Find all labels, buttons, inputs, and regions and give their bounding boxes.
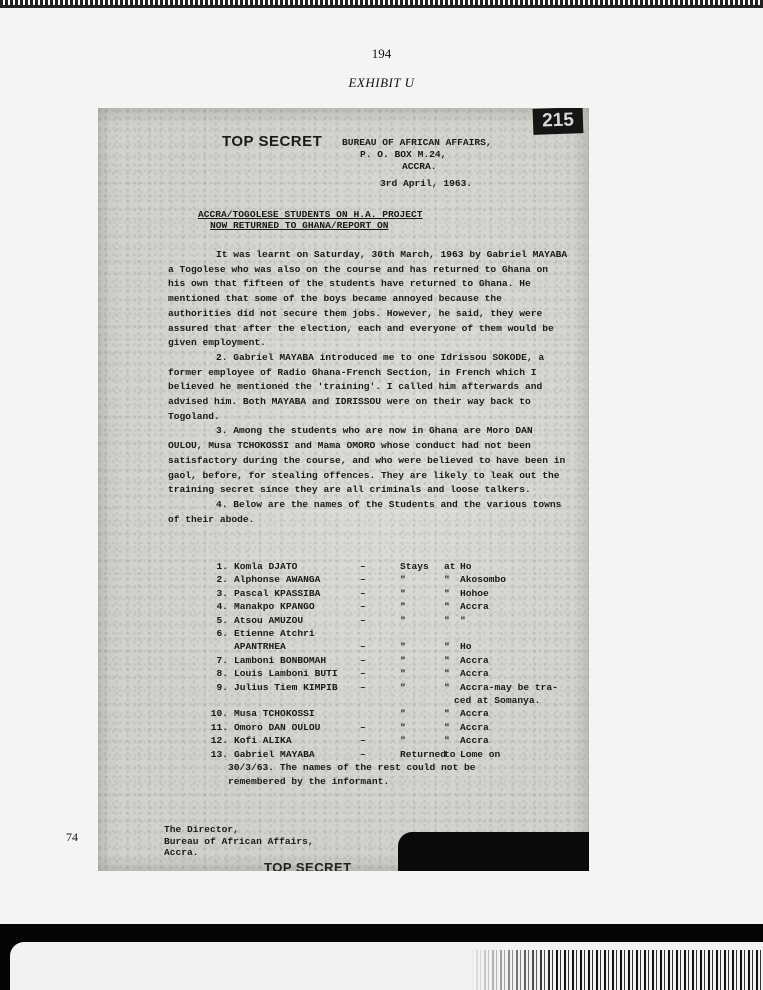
- student-row: [198, 734, 568, 747]
- student-d2: ": [400, 641, 406, 653]
- student-num: 7.: [216, 654, 228, 666]
- student-place: [460, 627, 568, 640]
- paragraph-3: 3. Among the students who are now in Ghana are Moro DAN OULOU, Musa TCHOKOSSI and Mama OMORO whose conduct had not been satisfactory during the course, and who were believed to have been in gaol, before, for stealing offences. They are likely to leak out the training secret since they are all criminals and loose talkers.: [168, 425, 566, 496]
- student-d3: ": [444, 654, 450, 666]
- student-row: [198, 707, 568, 720]
- student-row: [198, 654, 568, 667]
- student-num: 3.: [216, 587, 228, 599]
- student-row: [198, 573, 568, 586]
- student-d1: –: [360, 614, 366, 626]
- spacer: [198, 694, 454, 707]
- scanned-document: [98, 108, 589, 871]
- student-place: ": [460, 614, 466, 626]
- student-name: Atsou AMUZOU: [234, 614, 304, 626]
- student-place: Accra: [460, 735, 489, 747]
- student-num: [198, 640, 234, 653]
- student-d2: [400, 627, 444, 640]
- side-page-number: 74: [66, 830, 78, 844]
- page-number: 194: [371, 46, 392, 61]
- student-place: Accra: [460, 654, 489, 666]
- student-d3: at: [444, 561, 456, 572]
- student-d1: –: [360, 748, 366, 760]
- exhibit-label: EXHIBIT U: [348, 75, 415, 90]
- student-name: Lamboni BONBOMAH: [234, 654, 327, 666]
- letterhead-address: [342, 137, 492, 173]
- student-place: Accra: [460, 668, 489, 680]
- student-place: Ho: [460, 561, 472, 572]
- student-row: [198, 640, 568, 653]
- student-place: Hohoe: [460, 587, 489, 599]
- student-name: Pascal KPASSIBA: [234, 587, 321, 599]
- student-num: 4.: [216, 601, 228, 613]
- student-name: Etienne Atchri: [234, 628, 315, 640]
- redaction-block: [398, 832, 589, 871]
- letter-closing: [164, 824, 314, 859]
- student-num: 8.: [216, 668, 228, 680]
- student-d3: ": [444, 641, 450, 653]
- student-name: Komla DJATO: [234, 561, 298, 572]
- student-place-continued: ced at Somanya.: [454, 695, 541, 707]
- paragraph-1: It was learnt on Saturday, 30th March, 1963 by Gabriel MAYABA a Togolese who was also on the course and has returned to Ghana on his own that fifteen of the students have returned to Ghana. He mentioned that some of the boys became annoyed because the authorities did not secure them jobs. However, he said, they were assured that after the election, each and everyone of them would be given employment.: [168, 249, 568, 349]
- final-note-line: remembered by the informant.: [228, 775, 390, 787]
- final-note-line: 30/3/63. The names of the rest could not be: [228, 762, 476, 774]
- subject-line: ACCRA/TOGOLESE STUDENTS ON H.A. PROJECT: [198, 209, 423, 220]
- student-name: Omoro DAN OULOU: [234, 721, 321, 733]
- classification-bottom: TOP SECRET: [264, 860, 352, 871]
- student-place: Ho: [460, 641, 472, 653]
- student-row: [198, 600, 568, 613]
- closing-line: Accra.: [164, 847, 199, 858]
- student-row: [198, 667, 568, 680]
- student-d1: [360, 627, 400, 640]
- student-d1: –: [360, 735, 366, 747]
- student-num: 5.: [216, 614, 228, 626]
- student-d2: Returned: [400, 748, 447, 760]
- student-d3: ": [444, 614, 450, 626]
- student-num: 11.: [210, 721, 228, 733]
- student-num: 2.: [216, 574, 228, 586]
- student-row: [198, 560, 568, 573]
- student-num: 9.: [216, 681, 228, 693]
- student-d1: –: [360, 654, 366, 666]
- student-d2: ": [400, 721, 406, 733]
- student-d1: –: [360, 668, 366, 680]
- student-num: 10.: [210, 708, 228, 720]
- student-name: Musa TCHOKOSSI: [234, 708, 315, 720]
- student-place: Accra: [460, 601, 489, 613]
- student-place: Akosombo: [460, 574, 507, 586]
- student-d3: to: [444, 748, 456, 760]
- student-place: Lome on: [460, 748, 501, 760]
- student-place: Accra-may be tra-: [460, 681, 558, 693]
- student-row: [198, 587, 568, 600]
- student-row: [198, 627, 568, 640]
- paragraph-4: 4. Below are the names of the Students and the various towns of their abode.: [168, 498, 562, 525]
- student-d2: Stays: [400, 561, 429, 572]
- student-d1: –: [360, 681, 366, 693]
- document-body: [168, 248, 568, 527]
- student-name: APANTRHEA: [234, 641, 286, 653]
- student-d2: ": [400, 574, 406, 586]
- student-d2: ": [400, 735, 406, 747]
- student-d2: ": [400, 654, 406, 666]
- address-line: P. O. BOX M.24,: [360, 149, 447, 160]
- student-d3: ": [444, 735, 450, 747]
- student-row: [198, 681, 568, 694]
- student-place: Accra: [460, 721, 489, 733]
- student-num: 12.: [210, 735, 228, 747]
- student-d1: –: [360, 721, 366, 733]
- student-name: Louis Lamboni BUTI: [234, 668, 338, 680]
- student-d2: ": [400, 614, 406, 626]
- student-d3: ": [444, 574, 450, 586]
- student-name: Julius Tiem KIMPIB: [234, 681, 338, 693]
- student-name: Gabriel MAYABA: [234, 748, 315, 760]
- student-d3: ": [444, 721, 450, 733]
- student-place: Accra: [460, 708, 489, 720]
- paragraph-2: 2. Gabriel MAYABA introduced me to one Idrissou SOKODE, a former employee of Radio Ghana-French Section, in French which I believed he mentioned the 'training'. I called him afterwards and advised him. Both MAYABA and IDRISSOU were on their way back to Togoland.: [168, 351, 545, 422]
- student-name: Kofi ALIKA: [234, 735, 292, 747]
- student-row: [198, 721, 568, 734]
- student-d3: [444, 627, 460, 640]
- student-d3: ": [444, 681, 450, 693]
- student-row: [198, 614, 568, 627]
- scan-top-border: [0, 0, 763, 8]
- student-d3: ": [444, 601, 450, 613]
- subject-line: NOW RETURNED TO GHANA/REPORT ON: [210, 220, 389, 231]
- student-row-continuation: [198, 694, 568, 707]
- student-d1: –: [360, 601, 366, 613]
- document-stamp: 215: [533, 108, 584, 135]
- student-num: 13.: [210, 748, 228, 760]
- student-list: [198, 560, 568, 788]
- student-num: 1.: [216, 561, 228, 572]
- student-d3: ": [444, 708, 450, 720]
- document-date: 3rd April, 1963.: [380, 178, 473, 189]
- student-d1: [360, 707, 400, 720]
- student-d2: ": [400, 601, 406, 613]
- student-num: 6.: [216, 628, 228, 640]
- student-d3: ": [444, 587, 450, 599]
- student-name: Manakpo KPANGO: [234, 601, 315, 613]
- address-line: ACCRA.: [402, 161, 437, 172]
- student-d2: ": [400, 668, 406, 680]
- student-d1: –: [360, 574, 366, 586]
- classification-top: TOP SECRET: [222, 133, 323, 150]
- closing-line: Bureau of African Affairs,: [164, 835, 314, 847]
- student-d1: –: [360, 561, 366, 572]
- student-d2: ": [400, 708, 406, 720]
- student-d1: –: [360, 587, 366, 599]
- document-subject: [198, 209, 423, 231]
- address-line: BUREAU OF AFRICAN AFFAIRS,: [342, 137, 492, 148]
- student-d2: ": [400, 587, 406, 599]
- student-d2: ": [400, 681, 406, 693]
- student-name: Alphonse AWANGA: [234, 574, 321, 586]
- closing-line: The Director,: [164, 824, 239, 835]
- student-d3: ": [444, 668, 450, 680]
- student-d1: –: [360, 641, 366, 653]
- student-row: [198, 748, 568, 761]
- barcode-strip: [468, 950, 763, 990]
